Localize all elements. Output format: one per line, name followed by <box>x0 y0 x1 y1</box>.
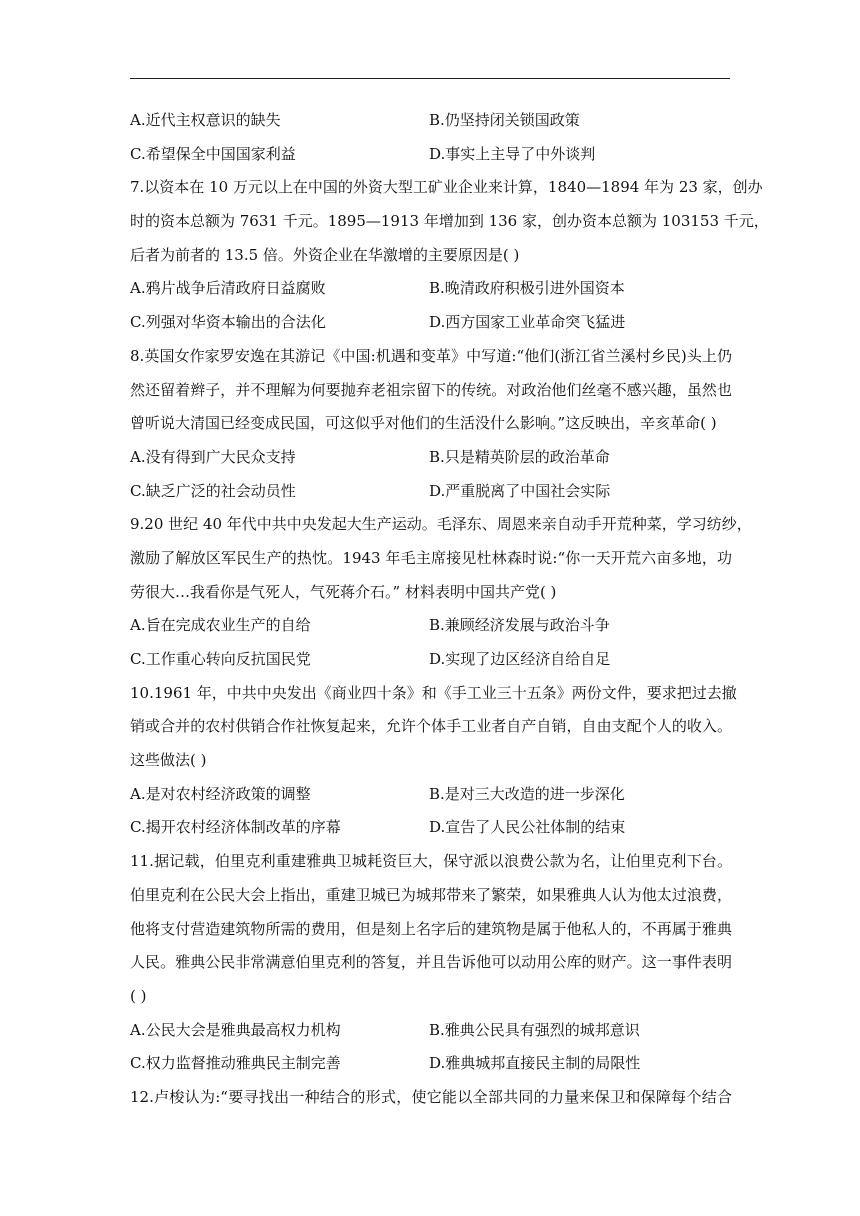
option-row <box>130 272 732 306</box>
question-stem-line: 12.卢梭认为:“要寻找出一种结合的形式，使它能以全部共同的力量来保卫和保障每个结合 <box>130 1087 732 1106</box>
question-stem-line: 8.英国女作家罗安逸在其游记《中国:机遇和变革》中写道:“他们(浙江省兰溪村乡民)头上仍 <box>130 346 732 365</box>
header-rule <box>130 78 730 79</box>
question-stem-line: 7.以资本在 10 万元以上在中国的外资大型工矿业企业来计算，1840—1894 年为 23 家，创办 <box>130 178 763 197</box>
option-c: C.权力监督推动雅典民主制完善 <box>130 1054 341 1073</box>
option-c: C.揭开农村经济体制改革的序幕 <box>130 818 341 837</box>
question-stem-line: 劳很大…我看你是气死人，气死蒋介石。” 材料表明中国共产党( ) <box>130 582 557 601</box>
option-a: A.旨在完成农业生产的自给 <box>130 616 311 635</box>
option-a: A.是对农村经济政策的调整 <box>130 784 311 803</box>
option-row <box>130 811 732 845</box>
question-stem-line: 激励了解放区军民生产的热忱。1943 年毛主席接见杜林森时说:“你一天开荒六亩多地，功 <box>130 548 732 567</box>
option-row <box>130 1047 732 1081</box>
option-d: D.宣告了人民公社体制的结束 <box>429 818 626 837</box>
option-b: B.雅典公民具有强烈的城邦意识 <box>429 1020 640 1039</box>
option-row <box>130 778 732 812</box>
question-12 <box>130 1081 732 1115</box>
option-b: B.兼顾经济发展与政治斗争 <box>429 616 610 635</box>
question-stem-line: 然还留着辫子，并不理解为何要抛弃老祖宗留下的传统。对政治他们丝毫不感兴趣，虽然也 <box>130 380 732 399</box>
question-stem-line: 曾听说大清国已经变成民国，可这似乎对他们的生活没什么影响。”这反映出，辛亥革命( ) <box>130 414 717 433</box>
option-c: C.缺乏广泛的社会动员性 <box>130 481 296 500</box>
option-c: C.工作重心转向反抗国民党 <box>130 650 311 668</box>
option-row <box>130 441 732 475</box>
option-b: B.晚清政府积极引进外国资本 <box>429 279 625 298</box>
question-stem-line: 后者为前者的 13.5 倍。外资企业在华激增的主要原因是( ) <box>130 245 520 264</box>
question-stem-line: 11.据记载，伯里克利重建雅典卫城耗资巨大，保守派以浪费公款为名，让伯里克利下台。 <box>130 852 732 871</box>
option-d: D.雅典城邦直接民主制的局限性 <box>429 1054 641 1073</box>
question-stem-line: 这些做法( ) <box>130 751 207 770</box>
option-b: B.是对三大改造的进一步深化 <box>429 784 625 803</box>
option-a: A.没有得到广大民众支持 <box>130 447 296 466</box>
option-row <box>130 475 732 509</box>
question-stem-line: 时的资本总额为 7631 千元。1895—1913 年增加到 136 家，创办资本总额为 103153 千元， <box>130 212 769 231</box>
option-d: D.西方国家工业革命突飞猛进 <box>429 313 626 332</box>
option-row <box>130 1014 732 1048</box>
option-row <box>130 643 732 677</box>
option-a: A.近代主权意识的缺失 <box>130 111 281 129</box>
option-row <box>130 306 732 340</box>
question-stem-line: 10.1961 年，中共中央发出《商业四十条》和《手工业三十五条》两份文件，要求把过去撤 <box>130 683 737 702</box>
option-row <box>130 138 732 172</box>
option-a: A.公民大会是雅典最高权力机构 <box>130 1020 341 1039</box>
question-10 <box>130 677 737 845</box>
question-stem-line: 人民。雅典公民非常满意伯里克利的答复，并且告诉他可以动用公库的财产。这一事件表明 <box>130 953 732 972</box>
question-stem-line: 他将支付营造建筑物所需的费用，但是刻上名字后的建筑物是属于他私人的，不再属于雅典 <box>130 919 732 938</box>
question-11 <box>130 845 732 1081</box>
question-stem-line: 伯里克利在公民大会上指出，重建卫城已为城邦带来了繁荣，如果雅典人认为他太过浪费， <box>130 885 732 904</box>
question-stem-line: 9.20 世纪 40 年代中共中央发起大生产运动。毛泽东、周恩来亲自动手开荒种菜，学习纺纱， <box>130 515 752 534</box>
question-9 <box>130 508 752 676</box>
question-8 <box>130 340 732 508</box>
option-c: C.希望保全中国国家利益 <box>130 144 296 163</box>
question-stem-line: 销或合并的农村供销合作社恢复起来，允许个体手工业者自产自销，自由支配个人的收入。 <box>130 717 732 736</box>
option-b: B.仍坚持闭关锁国政策 <box>429 111 580 129</box>
option-row <box>130 609 732 643</box>
option-b: B.只是精英阶层的政治革命 <box>429 447 610 466</box>
option-d: D.事实上主导了中外谈判 <box>429 144 596 163</box>
option-row <box>130 104 732 138</box>
option-d: D.严重脱离了中国社会实际 <box>429 481 611 500</box>
option-a: A.鸦片战争后清政府日益腐败 <box>130 279 326 298</box>
option-d: D.实现了边区经济自给自足 <box>429 650 611 668</box>
question-6-options <box>130 104 732 171</box>
question-7 <box>130 171 769 339</box>
question-stem-line: ( ) <box>130 986 147 1005</box>
option-c: C.列强对华资本输出的合法化 <box>130 313 326 332</box>
exam-page-body <box>130 104 769 1115</box>
